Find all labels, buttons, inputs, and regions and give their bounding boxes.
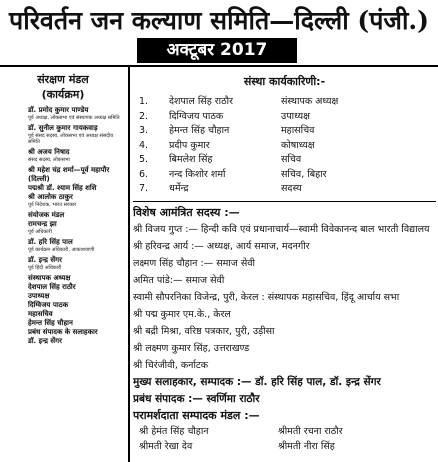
executive-name: हेमन्त सिंह चौहान xyxy=(169,125,230,136)
patron-member-desc: पूर्व हिंदी अधिकारी xyxy=(28,265,62,271)
patron-member-name: हेमन्त सिंह चौहान xyxy=(28,319,73,327)
patron-member-name: देशपाल सिंह राठौर xyxy=(28,283,76,291)
patron-board-column xyxy=(0,68,126,462)
executive-post: कोषाध्यक्ष xyxy=(281,139,315,151)
executive-serial: 1. xyxy=(139,96,149,107)
special-invitees-list xyxy=(133,221,436,374)
executive-row xyxy=(133,95,436,110)
executive-post: सचिव, बिहार xyxy=(281,168,327,180)
executive-serial: 6. xyxy=(139,168,149,180)
patron-member xyxy=(0,328,126,337)
special-invitee-line: लक्ष्मण सिंह चौहान :— समाज सेवी xyxy=(133,257,255,269)
special-invitee-line: श्री हरिवन्द्र आर्य :— अध्यक्ष, आर्य समाज, मदनगीर xyxy=(133,240,310,252)
patron-member-desc: पूर्व कार्यक्रम अधिकारी, आकाशवाणी xyxy=(28,247,95,253)
patron-board-subheading: (कार्यक्रम) xyxy=(41,88,85,101)
patron-member-name: रामचन्द्र झा xyxy=(28,220,57,228)
patron-member-name: डॉ. प्रमोद कुमार पाण्डेय xyxy=(28,106,89,114)
patron-member xyxy=(0,166,126,184)
editorial-board-heading: परामर्शदाता सम्पादक मंडल :— xyxy=(133,408,260,422)
section-divider xyxy=(133,201,436,202)
patron-member-desc: पूर्व अध्यक्ष, लोकसभा एवं संस्थापक अध्यक्ष समिति xyxy=(28,115,120,121)
patron-member xyxy=(0,256,126,271)
editorial-row xyxy=(133,439,436,454)
executive-list xyxy=(133,95,436,197)
executive-heading: संस्था कार्यकारिणी:- xyxy=(243,75,326,88)
editorial-member: श्रीमती रचना राठौर xyxy=(278,425,343,437)
patron-member xyxy=(0,292,126,301)
chief-advisor-line: मुख्य सलाहकार, सम्पादक :— डॉ. हरि सिंह पाल, डॉ. इन्द्र सेंगर xyxy=(133,375,381,388)
patron-member xyxy=(0,337,126,346)
patron-member-name: पद्मश्री डॉ. श्याम सिंह शशि xyxy=(28,184,97,192)
executive-name: नन्द किशोर शर्मा xyxy=(169,168,226,180)
executive-serial: 2. xyxy=(139,110,149,122)
header-divider xyxy=(0,65,438,67)
main-content xyxy=(133,68,436,462)
executive-serial: 3. xyxy=(139,125,149,136)
special-invitee-line: श्री बद्री मिश्रा, वरिष्ठ पत्रकार, पुरी, उड़ीसा xyxy=(133,325,275,337)
patron-member-name: महासचिव xyxy=(28,310,53,318)
patron-member-desc: पूर्व निदेशक, भारत सरकार xyxy=(28,202,77,208)
executive-name: प्रदीप कुमार xyxy=(169,139,210,151)
patron-member-name: दिग्विजय पाठक xyxy=(28,301,69,309)
patron-member-name: डॉ. सुनील कुमार गायकवाड़ xyxy=(28,124,98,132)
executive-name: धर्मेन्द्र xyxy=(169,183,189,194)
managing-editor-line: प्रबंध संपादक :— स्वर्णिमा राठौर xyxy=(133,392,260,405)
executive-serial: 4. xyxy=(139,139,149,151)
patron-member-name: संयोजक मंडल xyxy=(28,211,65,219)
executive-post: संस्थापक अध्यक्ष xyxy=(281,96,339,107)
editorial-board-list xyxy=(133,424,436,454)
patron-member xyxy=(0,283,126,292)
patron-member xyxy=(0,238,126,253)
executive-post: उपाध्यक्ष xyxy=(281,110,310,122)
patron-member xyxy=(0,211,126,220)
special-invitee-line: श्री चिरंजीवी, कर्नाटक xyxy=(133,359,208,371)
executive-name: बिमलेश सिंह xyxy=(169,154,213,165)
editorial-member: श्रीमती रेखा देव xyxy=(139,440,193,452)
executive-post: सचिव xyxy=(281,154,302,165)
patron-member-name: डॉ. इन्द्र सेंगर xyxy=(28,256,62,264)
column-divider xyxy=(128,66,130,462)
patron-member xyxy=(0,193,126,208)
patron-member-name: श्री आलोक ठाकुर xyxy=(28,193,73,201)
special-invitee-line: अमित पांडे:— समाज सेवी xyxy=(133,274,225,286)
patron-member-desc: पूर्व संसद सदस्य, लोकसभा एवं अध्यक्ष संसदीय समिति xyxy=(28,133,114,145)
patron-member xyxy=(0,184,126,193)
patron-member-name: उपाध्यक्ष xyxy=(28,292,50,300)
executive-name: देशपाल सिंह राठौर xyxy=(169,96,233,107)
patron-member-name: श्री महेश चंद्र शर्मा—पूर्व महापौर (दिल्ली) xyxy=(28,166,110,183)
patron-member xyxy=(0,319,126,328)
executive-serial: 7. xyxy=(139,183,149,194)
executive-row xyxy=(133,153,436,168)
patron-member xyxy=(0,301,126,310)
patron-member-desc: संसद सदस्य, लोकसभा xyxy=(28,157,70,163)
patron-member xyxy=(0,274,126,283)
executive-row xyxy=(133,139,436,154)
patron-member xyxy=(0,106,126,121)
executive-row xyxy=(133,182,436,197)
executive-post: महासचिव xyxy=(281,125,315,136)
patron-member-desc: पूर्व अधिकारी xyxy=(28,229,52,235)
patron-member xyxy=(0,220,126,235)
executive-row xyxy=(133,124,436,139)
masthead-title: परिवर्तन जन कल्याण समिति—दिल्ली (पंजी.) xyxy=(9,6,429,35)
executive-post: सदस्य xyxy=(281,183,302,194)
editorial-member: श्रीमती नीरा सिंह xyxy=(278,440,335,452)
patron-member xyxy=(0,310,126,319)
executive-serial: 5. xyxy=(139,154,149,165)
executive-row xyxy=(133,110,436,125)
special-invitees-heading: विशेष आमंत्रित सदस्य :— xyxy=(133,205,240,219)
special-invitee-line: श्री विजय गुप्त :— हिन्दी कवि एवं प्रधानाचार्य—स्वामी विवेकानन्द बाल भारती विद्यालय xyxy=(133,223,430,235)
special-invitee-line: श्री पद्म कुमार एम.के., केरल xyxy=(133,308,231,320)
patron-member-name: श्री अजय निषाद xyxy=(28,148,70,156)
patron-member xyxy=(0,124,126,145)
patron-member-name: संस्थापक अध्यक्ष xyxy=(28,274,71,282)
editorial-member: श्री हेमंत सिंह चौहान xyxy=(139,425,209,437)
patron-board-heading: संरक्षण मंडल xyxy=(37,73,89,86)
patron-member-name: डॉ. इन्द्र सेंगर xyxy=(28,337,62,345)
special-invitee-line: स्वामी सौपरनिका विजेन्द्र, पुरी, केरल : संस्थापक महासचिव, हिंदू आर्चाय सभा xyxy=(133,291,400,303)
executive-name: दिग्विजय पाठक xyxy=(169,110,224,122)
patron-member xyxy=(0,148,126,163)
patron-member-name: प्रबंध संपादक के सलाहकार xyxy=(28,328,98,336)
patron-member-name: डॉ. हरि सिंह पाल xyxy=(28,238,73,246)
editorial-row xyxy=(133,424,436,439)
special-invitee-line: श्री लक्ष्मण कुमार सिंह, उत्तराखण्ड xyxy=(133,342,250,354)
patron-member-list xyxy=(0,106,126,346)
issue-month-badge: अक्टूबर 2017 xyxy=(137,38,297,63)
executive-row xyxy=(133,168,436,183)
